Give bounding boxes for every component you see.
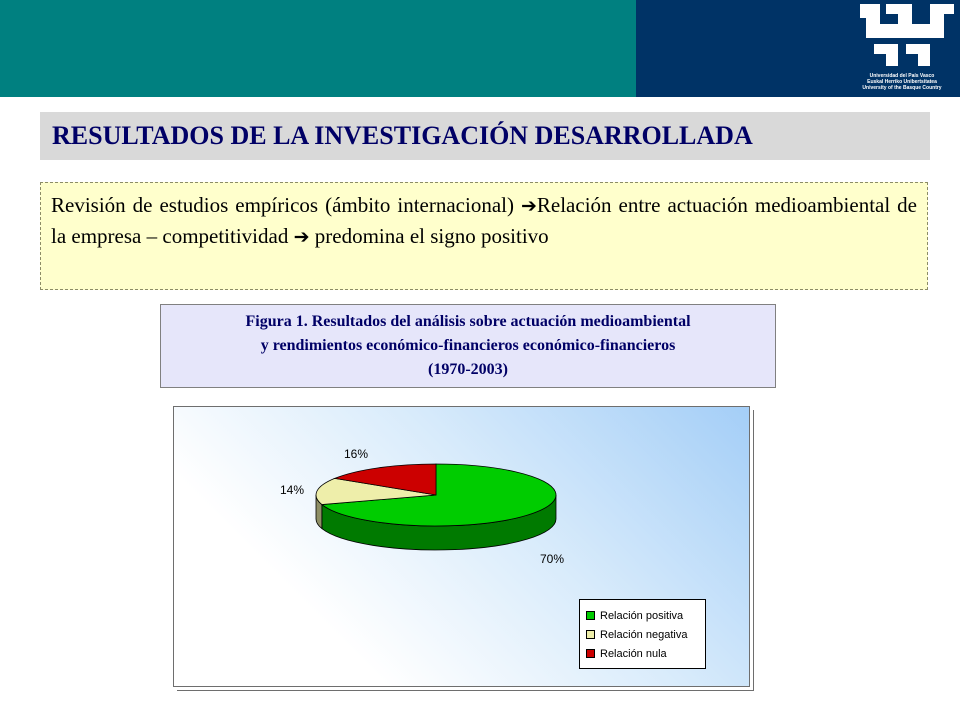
info-box: [40, 182, 928, 290]
legend-item-negative: [586, 625, 705, 644]
university-name: [844, 73, 960, 91]
legend-swatch: [586, 630, 595, 639]
arrow-right-icon: ➔: [293, 226, 310, 248]
legend-label: Relación negativa: [600, 628, 688, 641]
university-name-eu: Euskal Herriko Unibertsitatea: [867, 79, 937, 85]
legend-item-positive: [586, 606, 705, 625]
data-label-null: 16%: [344, 447, 369, 461]
data-label-positive: 70%: [540, 552, 565, 566]
legend-label: Relación nula: [600, 647, 667, 660]
page-title: RESULTADOS DE LA INVESTIGACIÓN DESARROLLADA: [52, 121, 753, 150]
legend-item-null: [586, 644, 705, 663]
data-label-negative: 14%: [280, 483, 305, 497]
legend-swatch: [586, 611, 595, 620]
info-text-1: Revisión de estudios empíricos (ámbito internacional): [51, 193, 521, 217]
university-name-es: Universidad del País Vasco: [869, 73, 935, 79]
figure-caption-line-2: y rendimientos económico-financieros económico-financieros: [260, 337, 676, 354]
legend-label: Relación positiva: [600, 609, 684, 622]
figure-caption-line-3: (1970-2003): [428, 361, 508, 378]
figure-caption-line-1: Figura 1. Resultados del análisis sobre actuación medioambiental: [245, 313, 691, 330]
arrow-right-icon: ➔: [520, 195, 537, 217]
header-bar-left: [0, 0, 636, 97]
chart-legend: [579, 599, 706, 669]
legend-swatch: [586, 649, 595, 658]
info-text-3: predomina el signo positivo: [309, 224, 549, 248]
figure-caption: [160, 304, 776, 388]
university-name-en: University of the Basque Country: [862, 85, 942, 91]
info-text-2: Relación entre actuación medioambiental de la empresa – competitividad: [51, 193, 917, 248]
pie-chart: [173, 406, 750, 687]
title-banner: [40, 112, 930, 160]
